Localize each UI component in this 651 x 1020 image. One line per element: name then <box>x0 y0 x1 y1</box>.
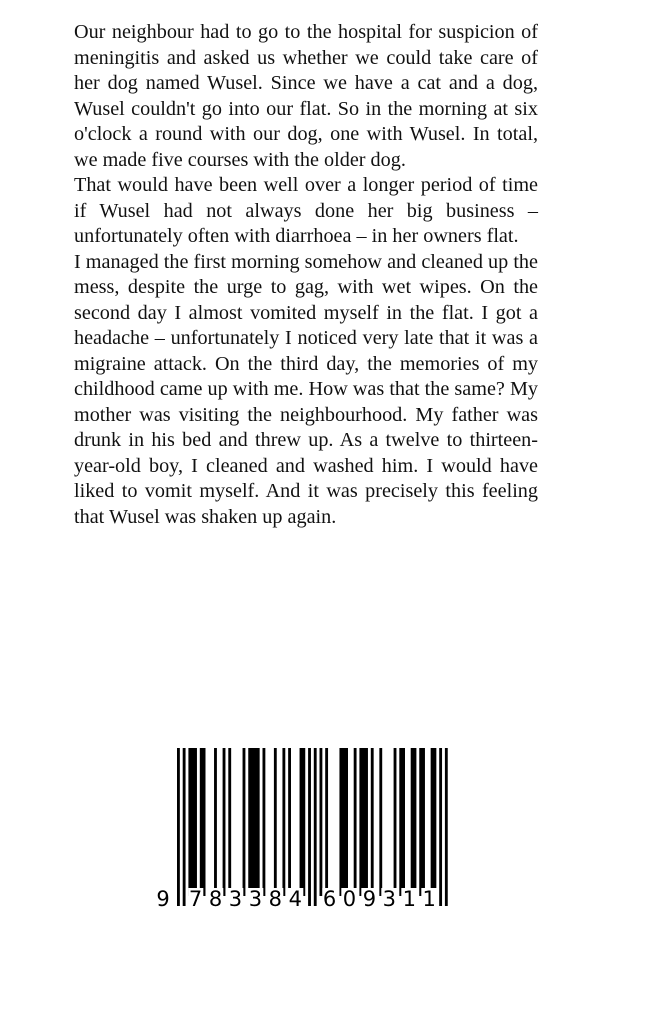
paragraph-1: Our neighbour had to go to the hospital for suspicion of meningitis and asked us whether we could take care of her dog named Wusel. Since we have a cat and a dog, Wusel couldn't go into our flat. So in the morning at six o'clock a round with our dog, one with Wusel. In total, we made five courses with the older dog. <box>74 21 538 171</box>
barcode-bar <box>228 748 231 896</box>
paragraph-2: That would have been well over a longer period of time if Wusel had not always done her big business – unfortunately often with diarrhoea – in her owners flat. <box>74 174 538 247</box>
barcode-bar <box>354 748 357 896</box>
barcode-bar <box>214 748 217 896</box>
barcode-bar <box>431 748 437 896</box>
barcode-guard-bar <box>183 748 186 906</box>
barcode-digit: 9 <box>156 887 170 911</box>
barcode-bar <box>263 748 266 896</box>
barcode-guard-bar <box>439 748 442 906</box>
barcode-bar <box>379 748 382 896</box>
barcode-digit: 8 <box>268 887 282 911</box>
barcode-bar <box>274 748 277 896</box>
barcode-digit: 1 <box>402 887 416 911</box>
barcode-digit: 7 <box>188 887 203 911</box>
barcode-bar <box>399 748 405 896</box>
barcode-digit: 9 <box>362 887 377 911</box>
barcode-bar <box>419 748 425 896</box>
barcode-bar <box>248 748 259 896</box>
barcode-bar <box>320 748 323 896</box>
barcode-bar <box>359 748 368 896</box>
barcode-digit: 1 <box>422 887 436 911</box>
barcode-bar <box>339 748 348 896</box>
barcode-digit: 3 <box>248 887 263 911</box>
barcode-bar <box>243 748 246 896</box>
barcode-bar <box>288 748 291 896</box>
barcode-bar <box>223 748 226 896</box>
barcode-digit: 0 <box>342 887 357 911</box>
barcode-bar <box>411 748 417 896</box>
barcode-digit: 3 <box>228 887 243 911</box>
barcode-bar <box>394 748 397 896</box>
barcode-guard-bar <box>314 748 317 906</box>
barcode-bar <box>300 748 306 896</box>
barcode-guard-bar <box>445 748 448 906</box>
barcode-digit: 4 <box>288 887 302 911</box>
barcode-digit: 6 <box>322 887 337 911</box>
barcode-bar <box>371 748 374 896</box>
paragraph-3: I managed the first morning somehow and cleaned up the mess, despite the urge to gag, with wet wipes. On the second day I almost vomited myself in the flat. I got a headache – unfortunately I noticed very late that it was a migraine attack. On the third day, the memories of my childhood came up with me. How was that the same? My mother was visiting the neighbourhood. My father was drunk in his bed and threw up. As a twelve to thirteen-year-old boy, I cleaned and washed him. I would have liked to vomit myself. And it was precisely this feeling that Wusel was shaken up again. <box>74 250 538 528</box>
barcode-digit: 3 <box>382 887 396 911</box>
barcode-bar <box>282 748 285 896</box>
blurb-text <box>74 20 538 530</box>
barcode-guard-bar <box>177 748 180 906</box>
barcode-digit: 8 <box>208 887 223 911</box>
barcode-number <box>155 888 455 914</box>
isbn-barcode <box>155 748 455 914</box>
barcode-guard-bar <box>308 748 311 906</box>
barcode-bar <box>188 748 197 896</box>
barcode-bar <box>200 748 206 896</box>
barcode-bar <box>325 748 328 896</box>
